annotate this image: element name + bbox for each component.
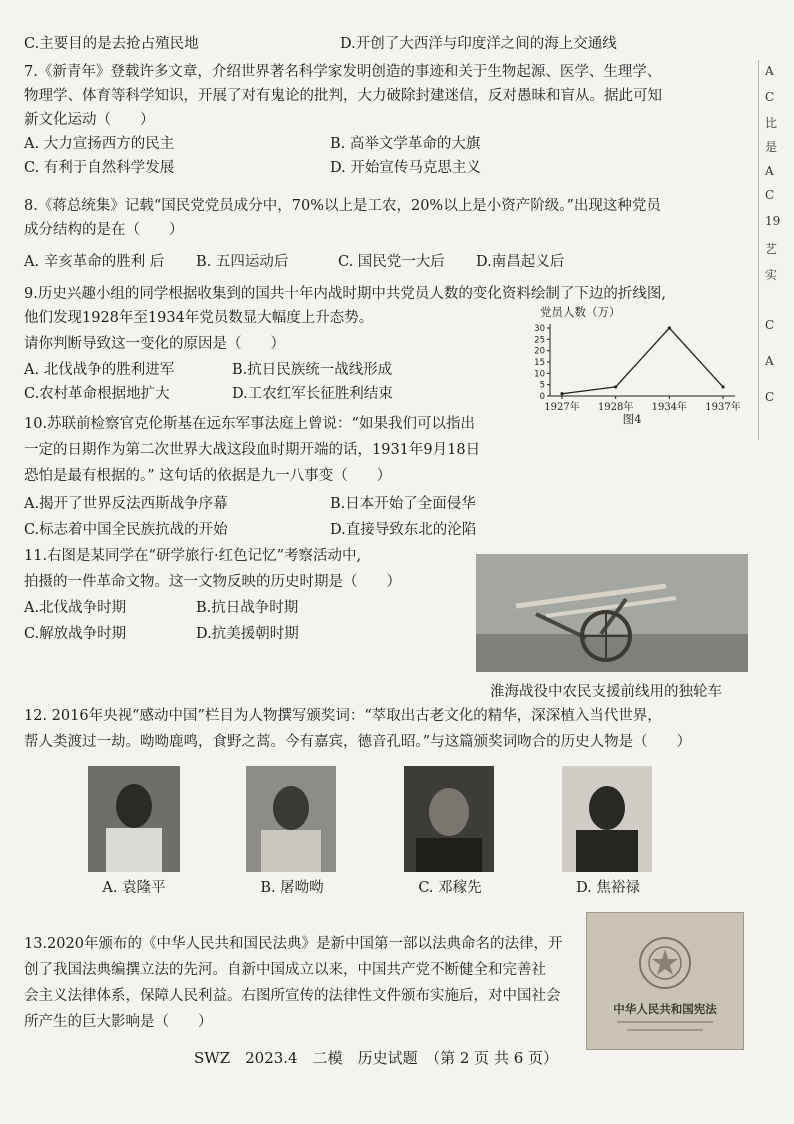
- y-tick-label: 10: [534, 369, 545, 380]
- q13-stem-3: 会主义法律体系，保障人民利益。右图所宣传的法律性文件颁布实施后，对中国社会: [24, 988, 561, 1004]
- chart-caption: 图4: [622, 412, 642, 426]
- q12-option-a: A. 袁隆平: [102, 880, 166, 896]
- q11-option-b: B.抗日战争时期: [196, 600, 299, 616]
- q12-stem-2: 帮人类渡过一劫。呦呦鹿鸣，食野之蒿。今有嘉宾，德音孔昭。”与这篇颁奖词吻合的历史人物是（ ）: [24, 734, 692, 750]
- q9-stem-1: 9.历史兴趣小组的同学根据收集到的国共十年内战时期中共党员人数的变化资料绘制了下边的折线图,: [24, 286, 666, 302]
- q7-stem-3: 新文化运动（ ）: [24, 112, 155, 128]
- q7-stem-1: 7.《新青年》登载许多文章，介绍世界著名科学家发明创造的事迹和关于生物起源、医学、生理学、: [24, 64, 662, 80]
- q7-option-c: C. 有利于自然科学发展: [24, 160, 175, 176]
- q12-option-b: B. 屠呦呦: [260, 880, 324, 896]
- q8-option-d: D.南昌起义后: [476, 254, 565, 270]
- series-line: [562, 328, 723, 394]
- right-margin-strip: [758, 60, 789, 440]
- chart-y-label: 党员人数（万）: [540, 306, 621, 319]
- q9-option-c: C.农村革命根据地扩大: [24, 386, 170, 402]
- chart-series: [560, 326, 724, 395]
- margin-glyph: 实: [765, 268, 778, 282]
- q7-option-a: A. 大力宣扬西方的民主: [24, 136, 175, 152]
- q10-option-a: A.揭开了世界反法西斯战争序幕: [24, 496, 228, 512]
- margin-glyph: C: [765, 390, 775, 404]
- q10-option-c: C.标志着中国全民族抗战的开始: [24, 522, 228, 538]
- wheelbarrow-photo: [476, 554, 748, 672]
- margin-glyph: C: [765, 188, 775, 202]
- q8-stem-1: 8.《蒋总统集》记载“国民党党员成分中，70%以上是工农，20%以上是小资产阶级。”出现这种党员: [24, 198, 661, 214]
- q9-option-a: A. 北伐战争的胜利进军: [24, 362, 175, 378]
- q13-stem-4: 所产生的巨大影响是（ ）: [24, 1014, 213, 1030]
- chart-x-axis: [544, 396, 740, 413]
- margin-glyph: 是: [765, 140, 778, 154]
- margin-glyph: A: [765, 164, 774, 178]
- q11-option-d: D.抗美援朝时期: [196, 626, 299, 642]
- constitution-book-title: 中华人民共和国宪法: [613, 1002, 717, 1016]
- data-point: [560, 392, 563, 395]
- chart-y-axis: [534, 324, 550, 402]
- national-emblem-icon: [637, 935, 693, 991]
- data-point: [614, 385, 617, 388]
- q11-stem-2: 拍摄的一件革命文物。这一文物反映的历史时期是（ ）: [24, 574, 401, 590]
- prev-option-d: D.开创了大西洋与印度洋之间的海上交通线: [340, 36, 617, 52]
- x-tick-label: 1927年: [544, 402, 580, 413]
- page-footer: SWZ 2023.4 二模 历史试题 （第 2 页 共 6 页）: [194, 1049, 559, 1067]
- portrait-yuan-longping: [88, 766, 180, 872]
- margin-glyph: C: [765, 90, 775, 104]
- q12-option-c: C. 邓稼先: [418, 880, 482, 896]
- y-tick-label: 25: [534, 335, 545, 346]
- q11-option-c: C.解放战争时期: [24, 626, 127, 642]
- x-tick-label: 1934年: [651, 402, 688, 413]
- q12-option-d: D. 焦裕禄: [576, 880, 640, 896]
- margin-glyph: A: [765, 354, 774, 368]
- q8-stem-2: 成分结构的是在（ ）: [24, 222, 184, 238]
- q10-stem-1: 10.苏联前检察官克伦斯基在远东军事法庭上曾说：“如果我们可以指出: [24, 416, 475, 432]
- q13-stem-2: 创了我国法典编撰立法的先河。自新中国成立以来，中国共产党不断健全和完善社: [24, 962, 546, 978]
- q9-stem-2: 他们发现1928年至1934年党员数显大幅度上升态势。: [24, 310, 374, 326]
- party-membership-line-chart: [520, 306, 745, 426]
- x-tick-label: 1928年: [597, 402, 634, 413]
- q11-photo-caption: 淮海战役中农民支援前线用的独轮车: [490, 684, 722, 700]
- y-tick-label: 30: [534, 324, 545, 334]
- constitution-book-image: [586, 912, 744, 1050]
- q8-option-c: C. 国民党一大后: [338, 254, 445, 270]
- q9-option-d: D.工农红军长征胜利结束: [232, 386, 393, 402]
- q10-option-b: B.日本开始了全面侵华: [330, 496, 476, 512]
- q9-option-b: B.抗日民族统一战线形成: [232, 362, 393, 378]
- y-tick-label: 5: [539, 380, 545, 391]
- q8-option-a: A. 辛亥革命的胜利 后: [24, 254, 165, 270]
- q11-stem-1: 11.右图是某同学在“研学旅行·红色记忆”考察活动中,: [24, 548, 362, 564]
- data-point: [668, 326, 671, 329]
- q12-stem-1: 12. 2016年央视“感动中国”栏目为人物撰写颁奖词：“萃取出古老文化的精华，深深植入当代世界，: [24, 708, 662, 724]
- margin-glyph: 19: [765, 214, 781, 228]
- margin-glyph: 比: [765, 116, 778, 130]
- x-tick-label: 1937年: [705, 402, 741, 413]
- q7-stem-2: 物理学、体育等科学知识，开展了对有鬼论的批判，大力破除封建迷信，反对愚昧和盲从。据此可知: [24, 88, 662, 104]
- q10-option-d: D.直接导致东北的沦陷: [330, 522, 477, 538]
- margin-glyph: C: [765, 318, 775, 332]
- margin-glyph: A: [765, 64, 774, 78]
- q9-stem-3: 请你判断导致这一变化的原因是（ ）: [24, 336, 285, 352]
- y-tick-label: 20: [534, 346, 545, 357]
- portrait-deng-jiaxian: [404, 766, 494, 872]
- q13-stem-1: 13.2020年颁布的《中华人民共和国民法典》是新中国第一部以法典命名的法律，开: [24, 936, 563, 952]
- y-tick-label: 15: [534, 358, 545, 368]
- q10-stem-2: 一定的日期作为第二次世界大战这段血时期开端的话，1931年9月18日: [24, 442, 481, 458]
- data-point: [721, 385, 724, 388]
- margin-glyph: 艺: [765, 242, 778, 256]
- portrait-tu-youyou: [246, 766, 336, 872]
- y-tick-label: 0: [539, 392, 545, 402]
- q7-option-b: B. 高举文学革命的大旗: [330, 136, 481, 152]
- prev-option-c: C.主要目的是去抢占殖民地: [24, 36, 199, 52]
- q10-stem-3: 恐怕是最有根据的。” 这句话的依据是九一八事变（ ）: [24, 468, 392, 484]
- q8-option-b: B. 五四运动后: [196, 254, 289, 270]
- portrait-jiao-yulu: [562, 766, 652, 872]
- q7-option-d: D. 开始宣传马克思主义: [330, 160, 481, 176]
- q11-option-a: A.北伐战争时期: [24, 600, 127, 616]
